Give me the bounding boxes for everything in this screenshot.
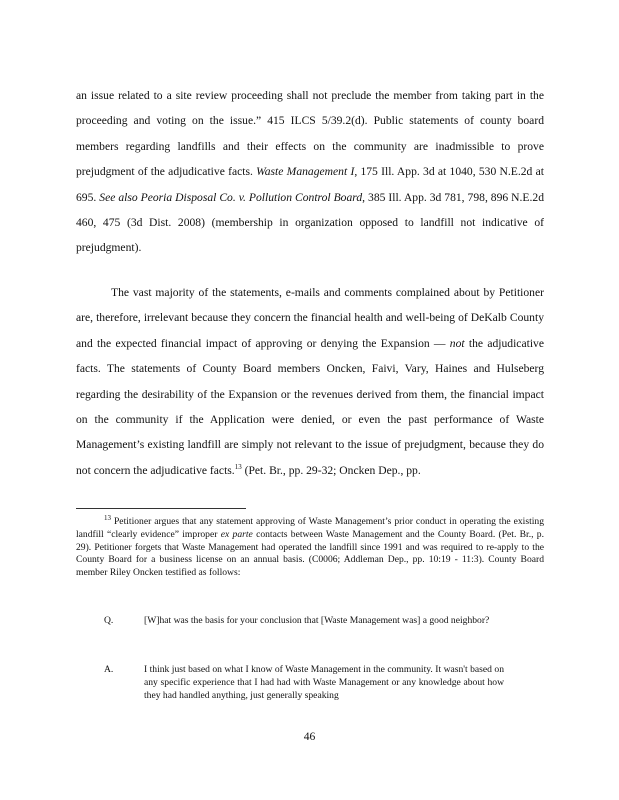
body-text: an issue related to a site review proceeding shall not preclude the member from taking part in the proceeding and voting on the issue.” 415 ILCS 5/39.2(d). Public statements of county board members regarding landfills and their effects on the community are inadmissible to prove prejudgment of the adjudicative facts. [76,89,544,179]
case-citation: See also Peoria Disposal Co. v. Pollution Control Board [99,190,363,204]
footnote-text: contacts between Waste Management and the County Board. (Pet. Br., p. 29). Petitioner forgets that Waste Management had operated the landfill since 1991 and was required to re-apply to the County Board for a business license on an annual basis. (C0006; Addleman Dep., pp. 10:19 - 11:3). County Board member Riley Oncken testified as follows: [76,528,544,579]
qa-text: [W]hat was the basis for your conclusion that [Waste Management was] a good neighbor? [144,615,490,626]
page-number: 46 [303,730,316,743]
qa-label: Q. [104,615,114,626]
case-citation: Waste Management I [256,165,355,179]
latin-term: ex parte [220,528,253,540]
footnote-reference[interactable]: 13 [234,462,242,471]
qa-text: I think just based on what I know of Waste Management in the community. It wasn't based on any specific experience that I had had with Waste Management or any knowledge about how they had handled anything, just generally speaking [144,664,504,701]
footnote-text: Petitioner argues that any statement approving of Waste Management’s prior conduct in operating the existing landfill “clearly evidence” improper [76,516,544,540]
body-text: The vast majority of the statements, e-mails and comments complained about by Petitioner are, therefore, irrelevant because they concern the financial health and well-being of DeKalb County and the expected financial impact of approving or denying the Expansion — [76,286,544,350]
body-text: (Pet. Br., pp. 29-32; Oncken Dep., pp. [241,463,421,477]
body-text: , 385 Ill. App. 3d 781, 798, 896 N.E.2d 460, 475 (3d Dist. 2008) (membership in organization opposed to landfill not indicative of prejudgment). [76,190,545,255]
body-text: , 175 Ill. App. 3d at 1040, 530 N.E.2d at 695. [76,165,544,204]
qa-label: A. [104,664,114,675]
emphasis-not: not [449,336,465,350]
footnote-divider [76,508,246,509]
body-paragraph-1 [76,83,544,261]
footnote-13 [76,513,544,580]
body-paragraph-2 [76,280,544,483]
body-text: the adjudicative facts. The statements of County Board members Oncken, Faivi, Vary, Haines and Hulseberg regarding the desirability of the Expansion or the revenues derived from them, the financial impact on the community if the Application were denied, or even the past performance of Waste Management’s existing landfill are simply not relevant to the issue of prejudgment, because they do not concern the adjudicative facts. [76,336,544,477]
footnote-number: 13 [104,513,111,522]
